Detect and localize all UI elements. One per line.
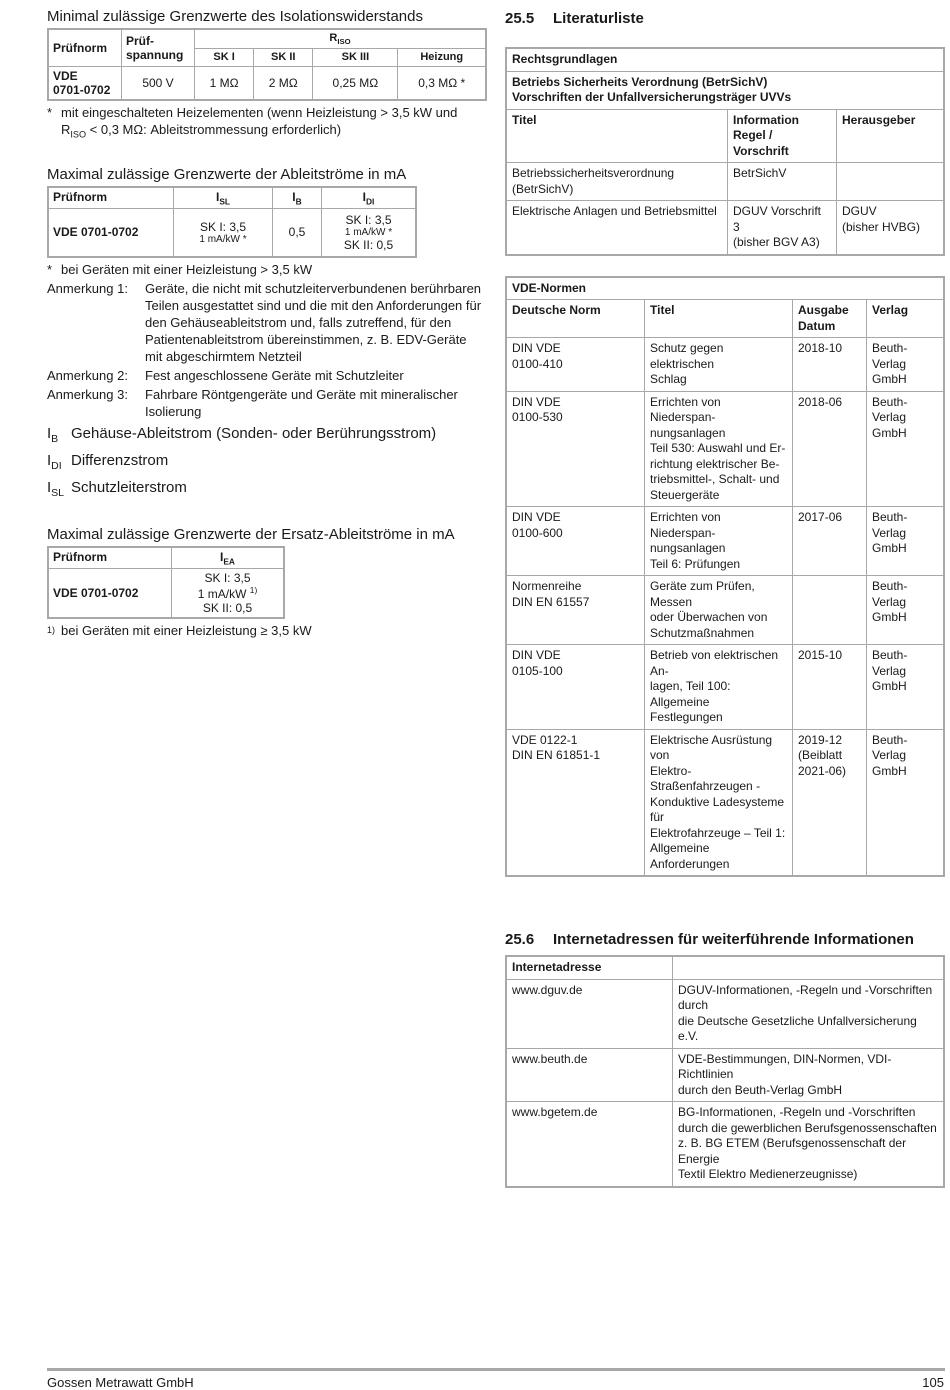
- iso-h-heiz: Heizung: [398, 49, 486, 67]
- ersatz-h-norm: Prüfnorm: [48, 547, 172, 569]
- table-row: DIN VDE 0100-600 Errichten von Niederspan- nungsanlagen Teil 6: Prüfungen 2017-06 Beuth-Verlag GmbH: [506, 507, 944, 576]
- rg-h-herausgeber: Herausgeber: [837, 109, 945, 163]
- right-column: [505, 8, 945, 1188]
- table-row: DIN VDE 0100-530 Errichten von Niederspan- nungsanlagen Teil 530: Auswahl und Er- richtung elektrischer Be- triebsmittel-, Schalt- und Steuergeräte 2018-06 Beuth-Verlag GmbH: [506, 391, 944, 507]
- iso-row-heiz: 0,3 MΩ *: [398, 67, 486, 101]
- inet-h-adr: Internetadresse: [506, 956, 673, 979]
- table-row: Normenreihe DIN EN 61557 Geräte zum Prüfen, Messen oder Überwachen von Schutzmaßnahmen Beuth-Verlag GmbH: [506, 576, 944, 645]
- anm1: Anmerkung 1: Geräte, die nicht mit schutzleiterverbundenen berührbaren Teilen ausgestattet sind und die mit den Anforderungen für den Gehäuseableitstrom und, falls zutreffend, für den Patientenableitstrom übereinstimmen, z. B. EDV-Geräte mit abgeschirmtem Netzteil: [47, 280, 482, 364]
- rg-head: Rechtsgrundlagen: [506, 48, 944, 71]
- link: www.dguv.de: [506, 979, 673, 1048]
- lit-heading: 25.5 Literaturliste: [505, 10, 644, 27]
- vde-h-ausgabe: Ausgabe Datum: [793, 300, 867, 338]
- iso-note-star: *: [47, 105, 53, 121]
- ableit-row-isl: SK I: 3,5 1 mA/kW *: [174, 209, 273, 257]
- table-row: www.dguv.de DGUV-Informationen, -Regeln und -Vorschriften durch die Deutsche Gesetzliche Unfallversicherung e.V.: [506, 979, 944, 1048]
- iso-h-norm: Prüfnorm: [48, 29, 122, 67]
- ableit-row-idi: SK I: 3,5 1 mA/kW * SK II: 0,5: [322, 209, 417, 257]
- iso-row-norm: VDE 0701-0702: [48, 67, 122, 101]
- iso-h-riso: $R_{ISO}$: [195, 29, 487, 49]
- legend-isl: $I_{SL}$ Schutzleiterstrom: [47, 478, 187, 499]
- vde-h-norm: Deutsche Norm: [506, 300, 645, 338]
- ableit-h-isl: $I_{SL}$: [174, 187, 273, 209]
- ableit-note: * bei Geräten mit einer Heizleistung > 3,5 kW: [47, 261, 313, 277]
- page-number: 105: [922, 1375, 944, 1390]
- table-row: DIN VDE 0105-100 Betrieb von elektrischen An- lagen, Teil 100: Allgemeine Festlegungen 2015-10 Beuth-Verlag GmbH: [506, 645, 944, 730]
- footer-rule: [47, 1368, 945, 1371]
- iso-h-spannung: Prüf- spannung: [122, 29, 195, 67]
- inet-heading: 25.6 Internetadressen für weiterführende Informationen: [505, 931, 914, 948]
- table-row: DIN VDE 0100-410 Schutz gegen elektrischen Schlag 2018-10 Beuth-Verlag GmbH: [506, 338, 944, 392]
- iso-h-sk3: SK III: [313, 49, 398, 67]
- iso-table: [47, 28, 487, 101]
- left-column: [47, 8, 487, 639]
- ableit-h-idi: $I_{DI}$: [322, 187, 417, 209]
- legend-ib: $I_B$ Gehäuse-Ableitstrom (Sonden- oder Berührungsstrom): [47, 424, 437, 445]
- rg-h-info: Information Regel / Vorschrift: [728, 109, 837, 163]
- legend-idi: $I_{DI}$ Differenzstrom: [47, 451, 169, 472]
- ersatz-title: Maximal zulässige Grenzwerte der Ersatz-Ableitströme in mA: [47, 525, 455, 543]
- ableit-h-ib: $I_B$: [273, 187, 322, 209]
- vde-h-titel: Titel: [645, 300, 793, 338]
- iso-row-sk3: 0,25 MΩ: [313, 67, 398, 101]
- anm3: Anmerkung 3: Fahrbare Röntgengeräte und Geräte mit mineralischer Isolierung: [47, 386, 458, 419]
- iso-row-sk1: 1 MΩ: [195, 67, 254, 101]
- iso-row-spannung: 500 V: [122, 67, 195, 101]
- table-row: www.bgetem.de BG-Informationen, -Regeln und -Vorschriften durch die gewerblichen Berufsgenossenschaften z. B. BG ETEM (Berufsgenossenschaft der Energie Textil Elektro Medienerzeugnisse): [506, 1102, 944, 1187]
- ableit-row-norm: VDE 0701-0702: [48, 209, 174, 257]
- rechtsgrundlagen-table: [505, 47, 945, 256]
- table-row: Elektrische Anlagen und Betriebsmittel DGUV Vorschrift 3 (bisher BGV A3) DGUV (bisher HVBG): [506, 201, 944, 255]
- ersatz-table: [47, 546, 285, 619]
- table-row: Betriebssicherheitsverordnung (BetrSichV) BetrSichV: [506, 163, 944, 201]
- iso-row-sk2: 2 MΩ: [254, 67, 313, 101]
- iso-note-line1: mit eingeschalteten Heizelementen (wenn Heizleistung > 3,5 kW und: [61, 105, 458, 121]
- ersatz-note: 1) bei Geräten mit einer Heizleistung ≥ 3,5 kW: [47, 623, 312, 639]
- vde-table: [505, 276, 945, 878]
- ersatz-h-iea: $I_{EA}$: [172, 547, 285, 569]
- ableit-h-norm: Prüfnorm: [48, 187, 174, 209]
- link: www.beuth.de: [506, 1048, 673, 1102]
- inet-table: [505, 955, 945, 1188]
- vde-h-verlag: Verlag: [867, 300, 945, 338]
- ableit-table: [47, 186, 417, 258]
- iso-h-sk2: SK II: [254, 49, 313, 67]
- rg-sub: Betriebs Sicherheits Verordnung (BetrSichV) Vorschriften der Unfallversicherungsträger UVVs: [506, 71, 944, 109]
- iso-h-sk1: SK I: [195, 49, 254, 67]
- ableit-row-ib: 0,5: [273, 209, 322, 257]
- vde-head: VDE-Normen: [506, 277, 944, 300]
- anm2: Anmerkung 2: Fest angeschlossene Geräte mit Schutzleiter: [47, 367, 404, 383]
- iso-note: [47, 104, 487, 144]
- ableit-title: Maximal zulässige Grenzwerte der Ableitströme in mA: [47, 165, 407, 183]
- inet-h-desc: [673, 956, 945, 979]
- table-row: VDE 0122-1 DIN EN 61851-1 Elektrische Ausrüstung von Elektro-Straßenfahrzeugen - Konduktive Ladesysteme für Elektrofahrzeuge – Teil 1: Allgemeine Anforderungen 2019-12 (Beiblatt 2021-06) Beuth-Verlag GmbH: [506, 729, 944, 876]
- rg-h-titel: Titel: [506, 109, 728, 163]
- link: www.bgetem.de: [506, 1102, 673, 1187]
- ersatz-row-values: SK I: 3,5 1 mA/kW $^{1)}$ SK II: 0,5: [172, 569, 285, 619]
- table-row: www.beuth.de VDE-Bestimmungen, DIN-Normen, VDI-Richtlinien durch den Beuth-Verlag GmbH: [506, 1048, 944, 1102]
- footer-company: Gossen Metrawatt GmbH: [47, 1375, 194, 1390]
- iso-title: Minimal zulässige Grenzwerte des Isolationswiderstands: [47, 8, 423, 25]
- ersatz-row-norm: VDE 0701-0702: [48, 569, 172, 619]
- iso-note-line2: $R_{ISO} < 0,3$ MΩ: Ableitstrommessung erforderlich): [61, 122, 342, 140]
